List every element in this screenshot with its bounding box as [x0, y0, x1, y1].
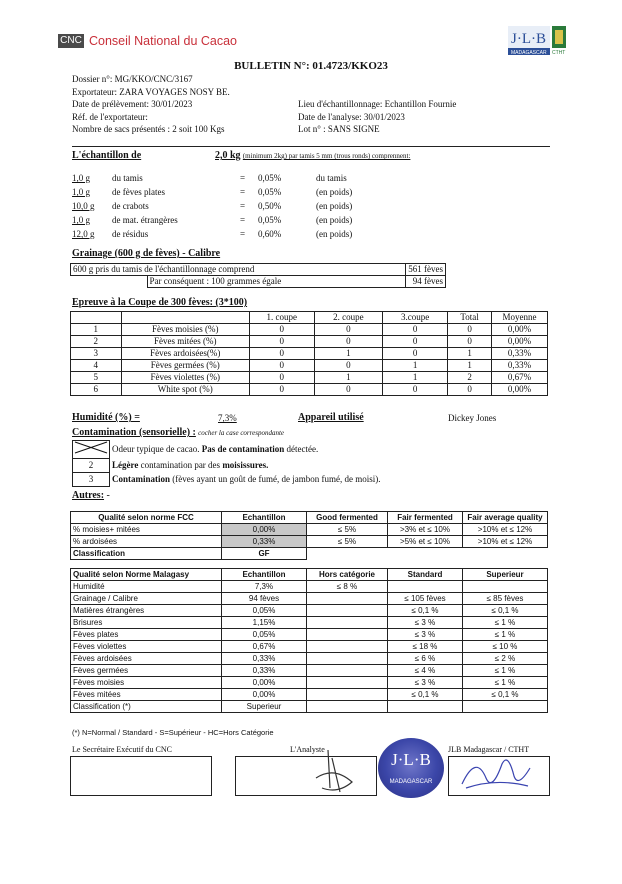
coupe-col-3: 3.coupe: [383, 312, 448, 324]
coupe-cell-c2: 1: [314, 348, 382, 360]
mg-std: ≤ 4 %: [388, 665, 463, 677]
coupe-cell-c3: 0: [383, 336, 448, 348]
echantillon-eq: =: [240, 215, 246, 225]
contamination-heading-line: [72, 427, 284, 438]
coupe-cell-c2: 0: [314, 360, 382, 372]
checkbox-3[interactable]: 3: [73, 473, 110, 487]
coupe-cell-label: Fèves germées (%): [121, 360, 249, 372]
coupe-row: [71, 360, 548, 372]
coupe-cell-n: 1: [71, 324, 122, 336]
echantillon-row: [72, 201, 372, 215]
mg-hc: [307, 641, 388, 653]
fcc-label: % ardoisées: [71, 536, 222, 548]
coupe-cell-label: Fèves mitées (%): [121, 336, 249, 348]
coupe-cell-total: 0: [448, 336, 492, 348]
coupe-cell-label: Fèves moisies (%): [121, 324, 249, 336]
fcc-row: [71, 536, 548, 548]
mg-label: Fèves moisies: [71, 677, 222, 689]
coupe-table: [70, 311, 548, 396]
coupe-cell-moy: 0,33%: [491, 360, 547, 372]
coupe-cell-n: 4: [71, 360, 122, 372]
svg-text:MADAGASCAR: MADAGASCAR: [511, 50, 547, 56]
echantillon-label: de crabots: [112, 201, 149, 211]
mg-std: ≤ 18 %: [388, 641, 463, 653]
coupe-cell-label: Fèves violettes (%): [121, 372, 249, 384]
svg-text:J·L·B: J·L·B: [511, 31, 546, 47]
contamination-opt-3: 3 Contamination (fèves ayant un goût de fumé, de jambon fumé, de moisi).: [73, 473, 383, 487]
info-left: [72, 73, 230, 136]
coupe-header-row: [71, 312, 548, 324]
fcc-row: [71, 524, 548, 536]
coupe-cell-c3: 0: [383, 348, 448, 360]
mg-label: Grainage / Calibre: [71, 593, 222, 605]
coupe-col-2: 2. coupe: [314, 312, 382, 324]
coupe-cell-c1: 0: [249, 372, 314, 384]
fcc-classification-row: Classification GF: [71, 548, 548, 560]
echantillon-qty: 1,0 g: [72, 187, 90, 197]
mg-std: ≤ 3 %: [388, 617, 463, 629]
mg-row: [71, 617, 548, 629]
humidite-line: [72, 412, 140, 423]
mg-sample: 7,3%: [222, 581, 307, 593]
coupe-cell-moy: 0,67%: [491, 372, 547, 384]
coupe-cell-label: Fèves ardoisées(%): [121, 348, 249, 360]
echantillon-heading: L'échantillon de: [72, 150, 142, 161]
coupe-cell-total: 2: [448, 372, 492, 384]
coupe-cell-c1: 0: [249, 336, 314, 348]
coupe-cell-c3: 0: [383, 324, 448, 336]
echantillon-label: de fèves plates: [112, 187, 165, 197]
appareil-value: Dickey Jones: [448, 413, 497, 423]
checkbox-1-checked[interactable]: [73, 441, 110, 459]
coupe-cell-c2: 1: [314, 372, 382, 384]
echantillon-row: [72, 187, 372, 201]
mg-std: ≤ 0,1 %: [388, 605, 463, 617]
fcc-label: % moisies+ mitées: [71, 524, 222, 536]
echantillon-weight-line: 2,0 kg (minimum 2kg) par tamis 5 mm (trous ronds) comprennent:: [215, 150, 411, 161]
mg-sup: ≤ 1 %: [463, 617, 548, 629]
coupe-col-moyenne: Moyenne: [491, 312, 547, 324]
grainage-row-1: [71, 264, 446, 276]
coupe-cell-c1: 0: [249, 360, 314, 372]
lot-number: Lot n° : SANS SIGNE: [298, 124, 380, 134]
contamination-opt-1: Odeur typique de cacao. Pas de contamination détectée.: [73, 441, 383, 459]
coupe-cell-n: 6: [71, 384, 122, 396]
sig-jlb-label: JLB Madagascar / CTHT: [448, 745, 530, 754]
mg-sample: 0,00%: [222, 689, 307, 701]
bulletin-title: BULLETIN N°: 01.4723/KKO23: [234, 60, 388, 72]
contamination-opt-2: 2 Légère contamination par des moisissures.: [73, 459, 383, 473]
fcc-faq: >10% et ≤ 12%: [463, 536, 548, 548]
mg-std: ≤ 3 %: [388, 629, 463, 641]
echantillon-note: (en poids): [316, 229, 353, 239]
mg-sup: ≤ 0,1 %: [463, 605, 548, 617]
echantillon-list: [72, 173, 372, 243]
coupe-cell-moy: 0,00%: [491, 324, 547, 336]
jlb-signature-image: [456, 748, 536, 796]
contamination-note: cocher la case correspondante: [198, 429, 284, 437]
mg-std: ≤ 6 %: [388, 653, 463, 665]
mg-sample: 0,67%: [222, 641, 307, 653]
echantillon-pct: 0,05%: [258, 215, 282, 225]
mg-sup: [463, 581, 548, 593]
sig-analyste-label: L'Analyste: [290, 745, 325, 754]
mg-label: Classification (*): [71, 701, 222, 713]
mg-hc: [307, 665, 388, 677]
mg-hc: [307, 605, 388, 617]
coupe-cell-n: 5: [71, 372, 122, 384]
echantillon-note: (en poids): [316, 201, 353, 211]
coupe-row: [71, 348, 548, 360]
coupe-row: [71, 324, 548, 336]
coupe-cell-label: White spot (%): [121, 384, 249, 396]
grainage-heading: Grainage (600 g de fèves) - Calibre: [72, 248, 221, 259]
mg-std: ≤ 105 fèves: [388, 593, 463, 605]
checkbox-2[interactable]: 2: [73, 459, 110, 473]
lieu-echantillonnage: Lieu d'échantillonnage: Echantillon Fournie: [298, 99, 457, 109]
coupe-cell-moy: 0,00%: [491, 384, 547, 396]
echantillon-eq: =: [240, 201, 246, 211]
coupe-heading: Epreuve à la Coupe de 300 fèves: (3*100): [72, 297, 248, 308]
mg-hc: [307, 701, 388, 713]
autres-value: -: [106, 490, 110, 501]
coupe-row: [71, 384, 548, 396]
coupe-cell-c3: 0: [383, 384, 448, 396]
info-right: [298, 98, 456, 136]
humidite-value: 7,3%: [218, 413, 237, 423]
jlb-ctht-logo: [508, 26, 566, 56]
coupe-cell-c1: 0: [249, 324, 314, 336]
mg-row: [71, 701, 548, 713]
sig-secretaire-label: Le Secrétaire Exécutif du CNC: [72, 745, 172, 754]
coupe-cell-moy: 0,00%: [491, 336, 547, 348]
mg-hc: [307, 629, 388, 641]
mg-row: [71, 689, 548, 701]
echantillon-row: [72, 173, 372, 187]
coupe-cell-c3: 1: [383, 360, 448, 372]
coupe-cell-total: 0: [448, 324, 492, 336]
mg-sample: 0,33%: [222, 665, 307, 677]
coupe-cell-total: 0: [448, 384, 492, 396]
date-prelevement: Date de prélèvement: 30/01/2023: [72, 99, 193, 109]
echantillon-eq: =: [240, 229, 246, 239]
mg-label: Matières étrangères: [71, 605, 222, 617]
echantillon-eq: =: [240, 173, 246, 183]
analyst-signature-image: [308, 748, 364, 800]
coupe-cell-c2: 0: [314, 384, 382, 396]
mg-sup: ≤ 1 %: [463, 665, 548, 677]
contamination-table: [72, 440, 383, 487]
echantillon-pct: 0,05%: [258, 173, 282, 183]
fcc-fair: >5% et ≤ 10%: [388, 536, 463, 548]
mg-sample: 0,00%: [222, 677, 307, 689]
echantillon-eq: =: [240, 187, 246, 197]
fcc-table: [70, 511, 548, 560]
x-mark-icon: [73, 441, 109, 454]
fcc-good: ≤ 5%: [307, 536, 388, 548]
dossier: Dossier n°: MG/KKO/CNC/3167: [72, 74, 193, 84]
fcc-faq: >10% et ≤ 12%: [463, 524, 548, 536]
sig-box-secretaire: [70, 756, 212, 796]
echantillon-pct: 0,05%: [258, 187, 282, 197]
coupe-cell-total: 1: [448, 360, 492, 372]
coupe-cell-moy: 0,33%: [491, 348, 547, 360]
coupe-col-1: 1. coupe: [249, 312, 314, 324]
echantillon-label: du tamis: [112, 173, 143, 183]
mg-row: [71, 581, 548, 593]
mg-label: Fèves germées: [71, 665, 222, 677]
mg-sample: 0,05%: [222, 605, 307, 617]
fcc-good: ≤ 5%: [307, 524, 388, 536]
echantillon-label: de résidus: [112, 229, 149, 239]
echantillon-note: du tamis: [316, 173, 347, 183]
exportateur: Exportateur: ZARA VOYAGES NOSY BE.: [72, 86, 230, 97]
mg-std: ≤ 0,1 %: [388, 689, 463, 701]
svg-text:CTHT: CTHT: [552, 50, 566, 56]
coupe-row: [71, 372, 548, 384]
mg-hc: [307, 677, 388, 689]
mg-sup: ≤ 1 %: [463, 677, 548, 689]
grainage-table: [70, 263, 446, 288]
echantillon-pct: 0,60%: [258, 229, 282, 239]
mg-sup: ≤ 10 %: [463, 641, 548, 653]
echantillon-note: (en poids): [316, 215, 353, 225]
echantillon-qty: 1,0 g: [72, 215, 90, 225]
fcc-fair: >3% et ≤ 10%: [388, 524, 463, 536]
coupe-row: [71, 336, 548, 348]
mg-hc: [307, 593, 388, 605]
grainage-row2-label: Par conséquent : 100 grammes égale: [147, 276, 406, 288]
mg-sample: 0,05%: [222, 629, 307, 641]
fcc-class-value: GF: [222, 548, 307, 560]
coupe-col-total: Total: [448, 312, 492, 324]
mg-hc: [307, 653, 388, 665]
grainage-row-2: [71, 276, 446, 288]
echantillon-qty: 1,0 g: [72, 173, 90, 183]
echantillon-row: [72, 215, 372, 229]
mg-sup: ≤ 0,1 %: [463, 689, 548, 701]
mg-row: [71, 629, 548, 641]
mg-header-row: Qualité selon Norme Malagasy Echantillon Hors catégorie Standard Superieur: [71, 569, 548, 581]
echantillon-qty: 10,0 g: [72, 201, 95, 211]
mg-row: [71, 641, 548, 653]
echantillon-qty: 12,0 g: [72, 229, 95, 239]
fcc-header-row: Qualité selon norme FCC Echantillon Good fermented Fair fermented Fair average quality: [71, 512, 548, 524]
grainage-row1-label: 600 g pris du tamis de l'échantillonnage comprend: [71, 264, 406, 276]
autres-label: Autres:: [72, 490, 105, 501]
coupe-cell-c2: 0: [314, 324, 382, 336]
autres-line: [72, 490, 110, 501]
mg-row: [71, 653, 548, 665]
coupe-cell-c3: 1: [383, 372, 448, 384]
grainage-row2-value: 94 fèves: [406, 276, 446, 288]
mg-sample: Superieur: [222, 701, 307, 713]
echantillon-label: de mat. étrangères: [112, 215, 178, 225]
mg-sup: ≤ 1 %: [463, 629, 548, 641]
mg-sup: ≤ 85 fèves: [463, 593, 548, 605]
mg-label: Fèves ardoisées: [71, 653, 222, 665]
mg-label: Brisures: [71, 617, 222, 629]
ref-exportateur: Réf. de l'exportateur:: [72, 111, 148, 122]
mg-std: [388, 701, 463, 713]
cnc-logo-box: CNC: [58, 34, 84, 48]
classification-footnote: (*) N=Normal / Standard - S=Supérieur - HC=Hors Catégorie: [72, 728, 274, 737]
mg-label: Fèves mitées: [71, 689, 222, 701]
echantillon-note: (en poids): [316, 187, 353, 197]
mg-sample: 1,15%: [222, 617, 307, 629]
fcc-sample: 0,00%: [222, 524, 307, 536]
mg-row: [71, 593, 548, 605]
malagasy-table: [70, 568, 548, 713]
mg-hc: [307, 689, 388, 701]
humidite-label: Humidité (%) =: [72, 412, 140, 423]
mg-std: [388, 581, 463, 593]
fcc-sample: 0,33%: [222, 536, 307, 548]
mg-label: Fèves plates: [71, 629, 222, 641]
mg-hc: [307, 617, 388, 629]
mg-row: [71, 605, 548, 617]
mg-label: Humidité: [71, 581, 222, 593]
coupe-cell-c1: 0: [249, 384, 314, 396]
echantillon-pct: 0,50%: [258, 201, 282, 211]
nombre-sacs: Nombre de sacs présentés : 2 soit 100 Kgs: [72, 124, 225, 134]
contamination-heading: Contamination (sensorielle) :: [72, 427, 196, 438]
mg-std: ≤ 3 %: [388, 677, 463, 689]
jlb-stamp: J·L·B MADAGASCAR: [378, 738, 444, 798]
coupe-cell-c2: 0: [314, 336, 382, 348]
coupe-cell-total: 1: [448, 348, 492, 360]
date-analyse: Date de l'analyse: 30/01/2023: [298, 111, 405, 122]
mg-hc: ≤ 8 %: [307, 581, 388, 593]
org-name: Conseil National du Cacao: [89, 34, 238, 48]
mg-sample: 0,33%: [222, 653, 307, 665]
mg-sup: [463, 701, 548, 713]
mg-row: [71, 677, 548, 689]
echantillon-row: [72, 229, 372, 243]
mg-row: [71, 665, 548, 677]
coupe-cell-n: 3: [71, 348, 122, 360]
divider: [72, 146, 550, 147]
mg-sample: 94 fèves: [222, 593, 307, 605]
mg-label: Fèves violettes: [71, 641, 222, 653]
mg-sup: ≤ 2 %: [463, 653, 548, 665]
appareil-label: Appareil utilisé: [298, 412, 364, 423]
coupe-cell-n: 2: [71, 336, 122, 348]
grainage-row1-value: 561 fèves: [406, 264, 446, 276]
coupe-cell-c1: 0: [249, 348, 314, 360]
